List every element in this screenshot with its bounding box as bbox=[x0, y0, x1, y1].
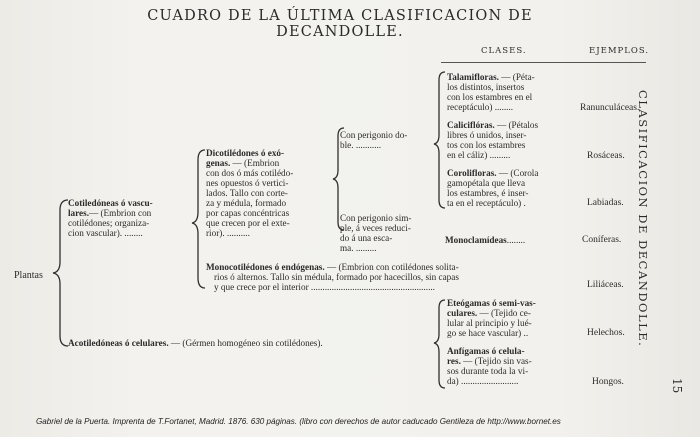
monocotiledones-desc-2: y que crece por el interior ...................................................... bbox=[214, 282, 435, 292]
header-ejemplos: EJEMPLOS. bbox=[589, 46, 650, 56]
footer-credit: Gabriel de la Puerta. Imprenta de T.Fortanet, Madrid. 1876. 630 páginas. (libro con derechos de autor caducado Gentileza de http://www.bornet.es bbox=[36, 417, 561, 426]
subclass-eteogamas bbox=[447, 298, 577, 338]
dicotiledones-desc-3: lados. Tallo con corte- bbox=[206, 188, 288, 198]
monocotiledones-desc-1: rios ó alternos. Tallo sin médula, formado por hacecillos, sin capas bbox=[214, 272, 459, 282]
class-cotiledoneas bbox=[68, 198, 193, 238]
anfigamas-desc-1: sos durante toda la vi- bbox=[447, 366, 529, 376]
example-helechos: Helechos. bbox=[587, 328, 625, 338]
perigonio-doble bbox=[340, 130, 436, 150]
class-acotiledoneas bbox=[68, 338, 434, 348]
subclass-corolifloras bbox=[447, 168, 577, 208]
class-monocotiledones bbox=[206, 262, 586, 292]
subclass-monoclamideas bbox=[445, 235, 580, 245]
eteogamas-name: Eteógamas ó semi-vas- bbox=[447, 298, 536, 308]
brace-plantas bbox=[53, 200, 68, 346]
dicotiledones-desc-4: za y médula, formado bbox=[206, 198, 287, 208]
root-plantas: Plantas bbox=[14, 270, 43, 281]
calicifloras-desc-0: — (Pétalos bbox=[494, 120, 539, 130]
talamifloras-name: Talamifloras. bbox=[447, 72, 499, 82]
calicifloras-desc-1: libres ó unidos, inser- bbox=[447, 130, 527, 140]
perigonio-simple-3: do á una esca- bbox=[340, 233, 393, 243]
calicifloras-desc-2: tos con los estambres bbox=[447, 140, 526, 150]
subclass-anfigamas bbox=[447, 346, 577, 386]
corolifloras-name: Corolifloras. bbox=[447, 168, 497, 178]
monoclamideas-dots: ........ bbox=[506, 235, 526, 245]
example-coniferas: Coníferas. bbox=[582, 235, 622, 245]
dicotiledones-name: Dicotilédones ó exó- bbox=[206, 148, 285, 158]
eteogamas-desc-2: go se hace vascular) .. bbox=[447, 328, 529, 338]
dicotiledones-desc-6: que crecen por el exte- bbox=[206, 218, 290, 228]
dicotiledones-desc-2: nes opuestos ó vertici- bbox=[206, 178, 289, 188]
monocotiledones-desc-0: — (Embrion con cotilédones solita- bbox=[324, 262, 459, 272]
cotiledoneas-name-2: lares. bbox=[68, 208, 90, 218]
corolifloras-desc-2: los estambres, é inser- bbox=[447, 188, 529, 198]
brace-cotiledoneas bbox=[192, 150, 205, 288]
subclass-talamifloras bbox=[447, 72, 577, 112]
cotiledoneas-desc-3: cion vascular). ........ bbox=[68, 228, 143, 238]
anfigamas-name: Anfígamas ó celula- bbox=[447, 346, 525, 356]
perigonio-doble-1: Con perigonio do- bbox=[340, 130, 408, 140]
subclass-calicifloras bbox=[447, 120, 577, 160]
example-liliaceas: Liliáceas. bbox=[587, 280, 624, 290]
dicotiledones-desc-7: rior). .......... bbox=[206, 228, 250, 238]
header-clases: CLASES. bbox=[481, 46, 527, 56]
corolifloras-desc-1: gamopétala que lleva bbox=[447, 178, 526, 188]
anfigamas-name-2: res. bbox=[447, 356, 461, 366]
dicotiledones-name-2: genas. bbox=[206, 158, 231, 168]
monocotiledones-name: Monocotilédones ó endógenas. bbox=[206, 262, 325, 272]
side-title: CLASIFICACION DE DECANDOLLE. bbox=[636, 90, 650, 348]
cotiledoneas-name: Cotiledóneas ó vascu- bbox=[68, 198, 153, 208]
perigonio-simple-2: ple, á veces reduci- bbox=[340, 223, 411, 233]
example-labiadas: Labiadas. bbox=[587, 198, 624, 208]
calicifloras-desc-3: en el cáliz) ......... bbox=[447, 150, 511, 160]
dicotiledones-desc-5: por capas concéntricas bbox=[206, 208, 290, 218]
corolifloras-desc-3: ta en el receptáculo) . bbox=[447, 198, 526, 208]
dicotiledones-desc-0: — (Embrion bbox=[230, 158, 280, 168]
talamifloras-desc-0: — (Péta- bbox=[498, 72, 535, 82]
cotiledoneas-desc-1: — (Embrion con bbox=[89, 208, 152, 218]
anfigamas-desc-0: — (Tejido sin vas- bbox=[460, 356, 532, 366]
talamifloras-desc-1: los distintos, insertos bbox=[447, 82, 525, 92]
perigonio-simple bbox=[340, 213, 436, 253]
perigonio-doble-2: ble. ........... bbox=[340, 140, 382, 150]
example-rosaceas: Rosáceas. bbox=[587, 151, 625, 161]
acotiledoneas-desc: — (Gérmen homogéneo sin cotilédones). bbox=[168, 338, 323, 348]
perigonio-simple-4: ma. ......... bbox=[340, 243, 377, 253]
brace-acotiledoneas bbox=[434, 300, 445, 388]
corolifloras-desc-0: — (Corola bbox=[496, 168, 539, 178]
page-number: 15 bbox=[670, 378, 684, 394]
cotiledoneas-desc-2: cotilédones; organiza- bbox=[68, 218, 150, 228]
example-hongos: Hongos. bbox=[592, 377, 624, 387]
eteogamas-desc-1: lular al principio y lué- bbox=[447, 318, 532, 328]
eteogamas-name-2: culares. bbox=[447, 308, 478, 318]
talamifloras-desc-3: receptáculo) ........ bbox=[447, 102, 514, 112]
anfigamas-desc-2: da) ......................... bbox=[447, 376, 519, 386]
perigonio-simple-1: Con perigonio sim- bbox=[340, 213, 412, 223]
page-title: CUADRO DE LA ÚLTIMA CLASIFICACION DE DECANDOLLE. bbox=[147, 8, 533, 40]
talamifloras-desc-2: con los estambres en el bbox=[447, 92, 533, 102]
class-dicotiledones bbox=[206, 148, 334, 238]
dicotiledones-desc-1: con dos ó más cotilédo- bbox=[206, 168, 294, 178]
acotiledoneas-name: Acotiledóneas ó celulares. bbox=[68, 338, 169, 348]
calicifloras-name: Caliciflóras. bbox=[447, 120, 495, 130]
eteogamas-desc-0: — (Tejido ce- bbox=[477, 308, 531, 318]
monoclamideas-name: Monoclamídeas bbox=[445, 235, 507, 245]
example-ranunculaceas: Ranunculáceas. bbox=[580, 103, 640, 113]
